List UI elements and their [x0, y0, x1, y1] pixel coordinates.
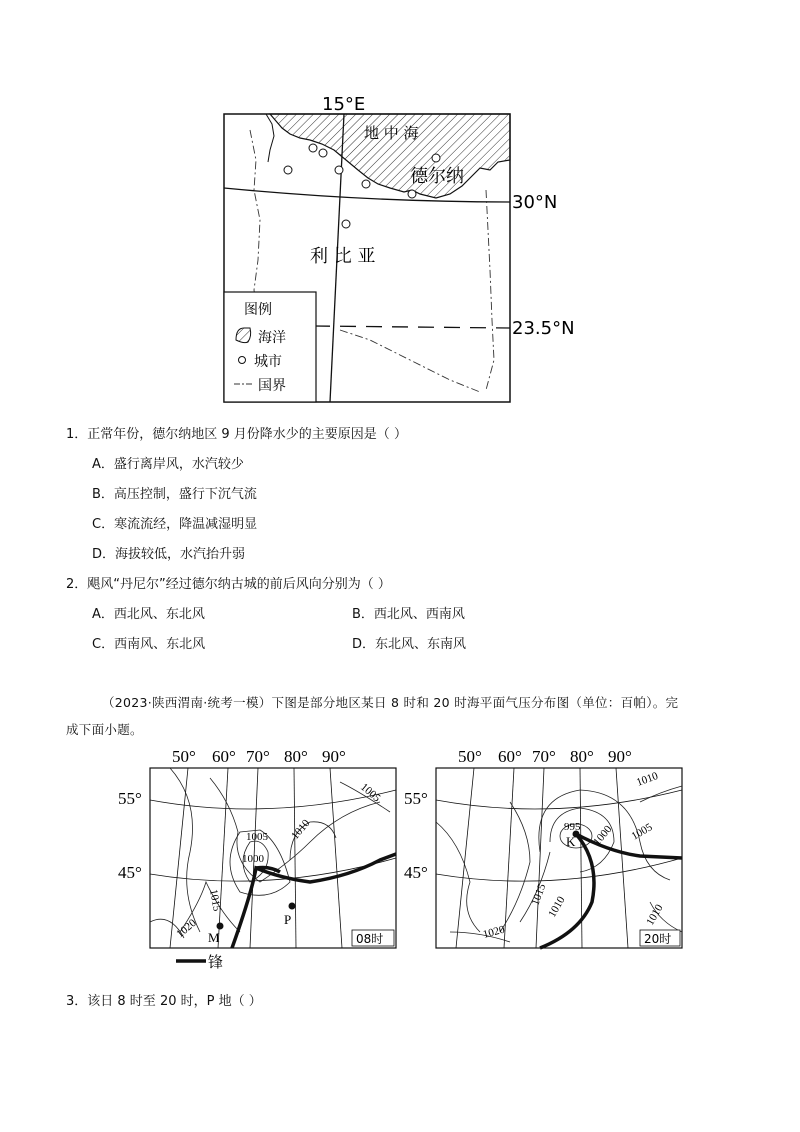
isobar-label: 1010 — [546, 894, 568, 920]
isobar-label: 1010 — [644, 902, 666, 928]
city-legend-icon — [239, 357, 246, 364]
pressure-map-08 — [110, 742, 400, 972]
parallel-30n — [224, 188, 510, 202]
city-marker — [284, 166, 292, 174]
lon-label: 80° — [284, 747, 308, 766]
question-1-option-b[interactable]: B．高压控制，盛行下沉气流 — [92, 487, 257, 502]
isobar-label: 1015 — [207, 888, 223, 913]
city-marker-derna — [432, 154, 440, 162]
question-1-option-c[interactable]: C．寒流流经，降温减湿明显 — [92, 517, 258, 532]
question-2-option-c[interactable]: C．西南风、东北风 — [92, 637, 206, 652]
lon-label: 70° — [532, 747, 556, 766]
lat-label: 55° — [404, 789, 428, 808]
lon-label: 60° — [212, 747, 236, 766]
lon-label: 50° — [172, 747, 196, 766]
isobar-label: 1020 — [481, 923, 507, 941]
border-south — [340, 330, 480, 392]
isobar-label: 1015 — [529, 882, 549, 908]
isobar-label: 1010 — [289, 817, 313, 842]
isobar-label: 1005 — [358, 781, 383, 805]
lat23-label: 23.5°N — [512, 318, 575, 339]
city-marker — [335, 166, 343, 174]
isobar-label: 1005 — [629, 821, 655, 843]
lon-label: 70° — [246, 747, 270, 766]
isobar-label: 1005 — [246, 831, 268, 843]
border-east — [486, 190, 494, 390]
lon-label: 60° — [498, 747, 522, 766]
lat30-label: 30°N — [512, 192, 558, 213]
front-legend-label: 锋 — [208, 953, 224, 971]
section-intro-line1: （2023·陕西渭南·统考一模）下图是部分地区某日 8 时和 20 时海平面气压分布图（单位：百帕）。完 — [102, 695, 679, 710]
time-label: 20时 — [644, 932, 672, 946]
legend-city: 城市 — [254, 354, 282, 370]
lat-label: 45° — [118, 863, 142, 882]
city-marker — [309, 144, 317, 152]
lon-label: 90° — [322, 747, 346, 766]
point-m — [217, 923, 224, 930]
legend-title: 图例 — [244, 302, 272, 318]
city-marker — [342, 220, 350, 228]
city-marker — [408, 190, 416, 198]
city-marker — [319, 149, 327, 157]
lon-label: 15°E — [322, 94, 366, 115]
lat-label: 45° — [404, 863, 428, 882]
sea-label: 地 中 海 — [364, 124, 419, 142]
isobar-label: 995 — [564, 821, 581, 833]
ocean-legend-icon — [236, 328, 251, 343]
lat-label: 55° — [118, 789, 142, 808]
country-label: 利 比 亚 — [310, 246, 376, 267]
lon-label: 80° — [570, 747, 594, 766]
question-2-stem: 2．飓风“丹尼尔”经过德尔纳古城的前后风向分别为（ ） — [66, 577, 391, 592]
isobar-label: 1000 — [242, 853, 264, 865]
city-marker — [362, 180, 370, 188]
lon-label: 50° — [458, 747, 482, 766]
isobar-label: 1000 — [591, 823, 615, 848]
question-1-option-d[interactable]: D．海拔较低，水汽抬升弱 — [92, 547, 246, 562]
isobar-label: 1020 — [174, 916, 199, 941]
time-label: 08时 — [356, 932, 384, 946]
derna-label: 德尔纳 — [410, 166, 464, 187]
legend-border: 国界 — [258, 378, 286, 394]
tropic-line — [314, 326, 510, 328]
question-3-stem: 3．该日 8 时至 20 时，P 地（ ） — [66, 994, 262, 1009]
front-line — [540, 834, 594, 948]
legend-ocean: 海洋 — [258, 330, 286, 346]
lon-label: 90° — [608, 747, 632, 766]
point-p — [289, 903, 296, 910]
isobar-label: 1010 — [634, 770, 660, 789]
pressure-map-20 — [400, 742, 690, 952]
question-2-option-b[interactable]: B．西北风、西南风 — [352, 607, 465, 622]
question-2-option-a[interactable]: A．西北风、东北风 — [92, 607, 205, 622]
point-m-label: M — [208, 930, 220, 945]
section-intro-line2: 成下面小题。 — [66, 722, 143, 737]
question-2-option-d[interactable]: D．东北风、东南风 — [352, 637, 467, 652]
point-k-label: K — [566, 834, 576, 849]
coastline-west — [266, 114, 274, 162]
point-p-label: P — [284, 912, 292, 927]
libya-map — [210, 90, 580, 405]
question-1-stem: 1．正常年份，德尔纳地区 9 月份降水少的主要原因是（ ） — [66, 427, 407, 442]
question-1-option-a[interactable]: A．盛行离岸风，水汽较少 — [92, 457, 244, 472]
